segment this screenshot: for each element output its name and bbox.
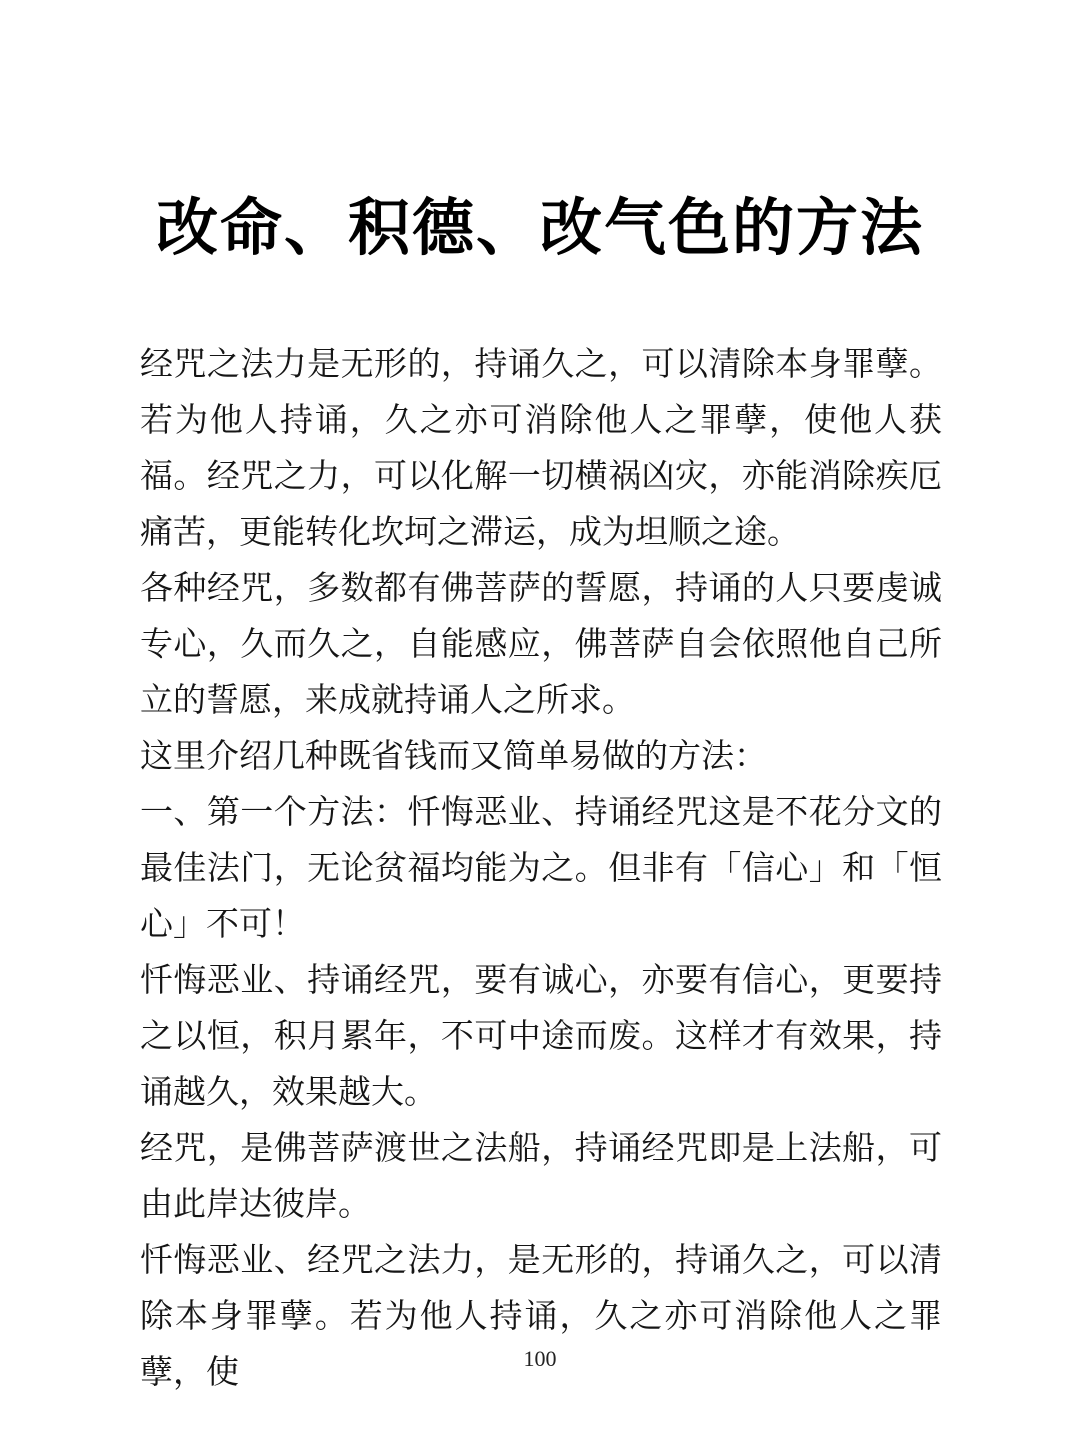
paragraph-5: 忏悔恶业、持诵经咒，要有诚心，亦要有信心，更要持之以恒，积月累年，不可中途而废。这样才有效果，持诵越久，效果越大。	[140, 960, 942, 1111]
page-title: 改命、积德、改气色的方法	[155, 191, 924, 264]
paragraph-6: 经咒，是佛菩萨渡世之法船，持诵经咒即是上法船，可由此岸达彼岸。	[140, 1128, 942, 1223]
paragraph-1: 经咒之法力是无形的，持诵久之，可以清除本身罪孽。若为他人持诵，久之亦可消除他人之罪孽，使他人获福。经咒之力，可以化解一切横祸凶灾，亦能消除疾厄痛苦，更能转化坎坷之滞运，成为坦顺之途。	[140, 344, 942, 551]
paragraph-3: 这里介绍几种既省钱而又简单易做的方法：	[140, 736, 767, 775]
paragraph-2: 各种经咒，多数都有佛菩萨的誓愿，持诵的人只要虔诚专心，久而久之，自能感应，佛菩萨自会依照他自己所立的誓愿，来成就持诵人之所求。	[140, 568, 942, 719]
paragraph-4: 一、第一个方法：忏悔恶业、持诵经咒这是不花分文的最佳法门，无论贫福均能为之。但非有「信心」和「恒心」不可！	[140, 792, 942, 943]
page-number: 100	[523, 1346, 557, 1371]
body-text	[140, 336, 942, 1400]
paragraph-7: 忏悔恶业、经咒之法力，是无形的，持诵久之，可以清除本身罪孽。若为他人持诵，久之亦可消除他人之罪孽，使	[140, 1240, 942, 1391]
